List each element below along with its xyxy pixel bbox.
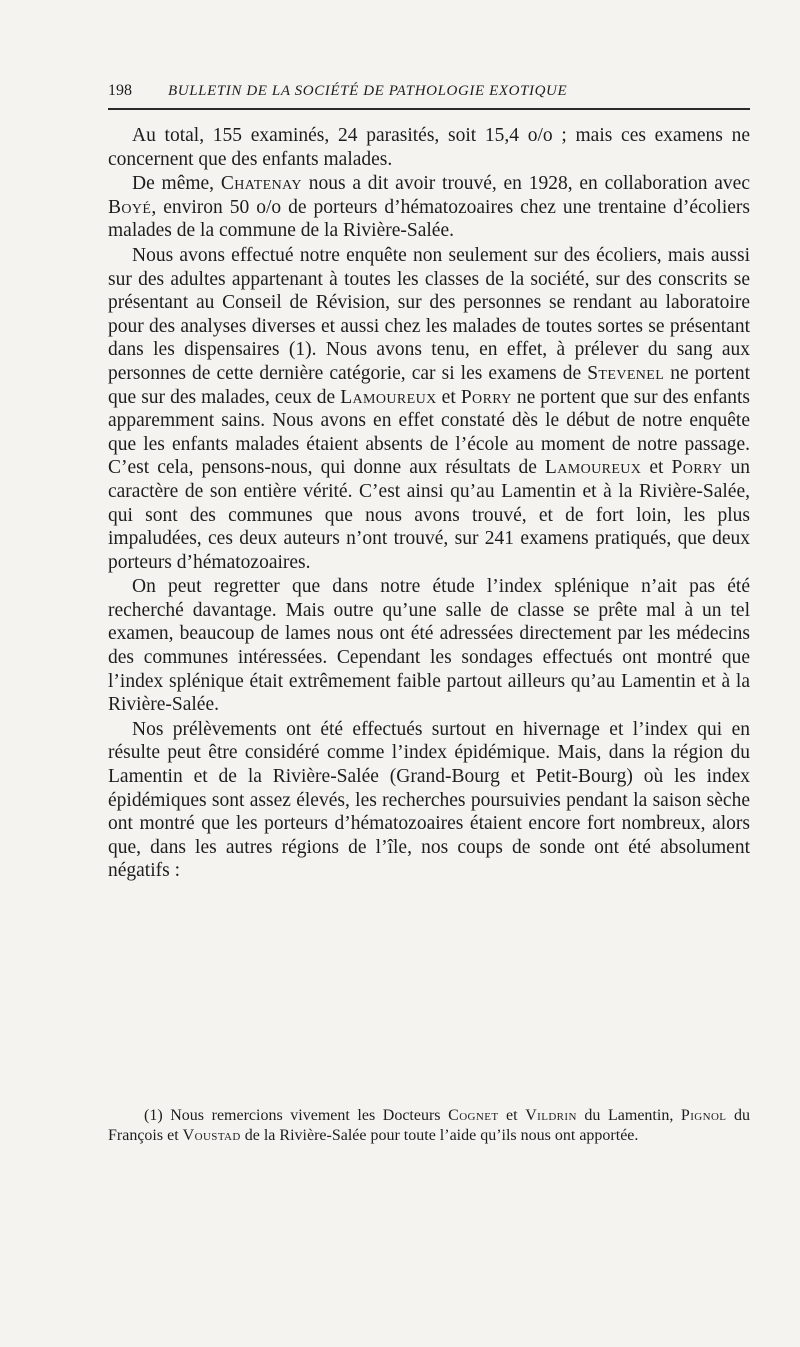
author-name: Boyé <box>108 196 152 218</box>
paragraph-3 <box>108 244 750 574</box>
author-name: Porry <box>671 457 723 479</box>
paragraph-3-text-d: ne portent que sur des enfants apparemment sains. Nous avons en effet constaté dès le début de notre enquête que les enfants malades étaient absents de l’école au moment de notre passage. C’est cela, pensons-nous, qui donne aux résultats de <box>108 386 750 479</box>
paragraph-2-text-a: De même, <box>132 173 221 195</box>
author-name: Cognet <box>448 1107 499 1124</box>
author-name: Pignol <box>680 1107 727 1124</box>
page-header <box>108 82 750 108</box>
author-name: Voustad <box>182 1127 241 1144</box>
author-name: Vildrin <box>525 1107 577 1124</box>
footnote-text-d: du François et <box>108 1107 751 1144</box>
footnote-text-a: (1) Nous remercions vivement les Docteurs <box>144 1107 449 1124</box>
footnote-text-c: du Lamentin, <box>576 1107 681 1124</box>
paragraph-2-text-b: nous a dit avoir trouvé, en 1928, en collaboration avec <box>301 173 750 195</box>
paragraph-3-text-b: ne portent que sur des malades, ceux de <box>108 362 750 408</box>
paragraph-2 <box>108 172 750 243</box>
author-name: Stevenel <box>587 362 665 384</box>
footnote <box>108 1106 750 1146</box>
paragraph-2-text-c: , environ 50 o/o de porteurs d’hématozoaires chez une trentaine d’écoliers malades de la commune de la Rivière-Salée. <box>108 196 750 242</box>
paragraph-3-text-c: et <box>436 386 461 408</box>
footnote-text-b: et <box>498 1107 526 1124</box>
paragraph-3-text-f: un caractère de son entière vérité. C’est ainsi qu’au Lamentin et à la Rivière-Salée, qui sont des communes que nous avons trouvé, et de fort loin, les plus impaludées, ces deux auteurs n’ont trouvé, sur 241 examens pratiqués, que deux porteurs d’hématozoaires. <box>108 457 750 573</box>
paragraph-5: Nos prélèvements ont été effectués surtout en hivernage et l’index qui en résulte peut être considéré comme l’index épidémique. Mais, dans la région du Lamentin et de la Rivière-Salée (Grand-Bourg et Petit-Bourg) où les index épidémiques sont assez élevés, les recherches poursuivies pendant la saison sèche ont montré que les porteurs d’hématozoaires étaient encore fort nombreux, alors que, dans les autres régions de l’île, nos coups de sonde ont été absolument négatifs : <box>108 718 750 882</box>
author-name: Lamoureux <box>544 457 642 479</box>
body-text <box>108 124 750 883</box>
author-name: Porry <box>460 386 512 408</box>
author-name: Lamoureux <box>340 386 437 408</box>
author-name: Chatenay <box>220 173 302 195</box>
paragraph-4: On peut regretter que dans notre étude l’index splénique n’ait pas été recherché davantage. Mais outre qu’une salle de classe se prête mal à un tel examen, beaucoup de lames nous ont été adressées directement par les médecins des communes intéressées. Cependant les sondages effectués ont montré que l’index splénique était extrêmement faible partout ailleurs qu’au Lamentin et à la Rivière-Salée. <box>108 576 750 716</box>
header-rule <box>108 108 750 110</box>
page-number: 198 <box>108 82 132 99</box>
paragraph-3-text-e: et <box>641 457 672 479</box>
footnote-text-e: de la Rivière-Salée pour toute l’aide qu’ils nous ont apportée. <box>240 1127 639 1144</box>
journal-title: BULLETIN DE LA SOCIÉTÉ DE PATHOLOGIE EXOTIQUE <box>168 83 568 99</box>
paragraph-3-text-a: Nous avons effectué notre enquête non seulement sur des écoliers, mais aussi sur des adultes appartenant à toutes les classes de la société, sur des conscrits se présentant au Conseil de Révision, sur des personnes se rendant au laboratoire pour des analyses diverses et aussi chez les malades de toutes sortes se présentant dans les dispensaires (1). Nous avons tenu, en effet, à prélever du sang aux personnes de cette dernière catégorie, car si les examens de <box>108 244 750 384</box>
paragraph-1: Au total, 155 examinés, 24 parasités, soit 15,4 o/o ; mais ces examens ne concernent que des enfants malades. <box>108 125 750 170</box>
